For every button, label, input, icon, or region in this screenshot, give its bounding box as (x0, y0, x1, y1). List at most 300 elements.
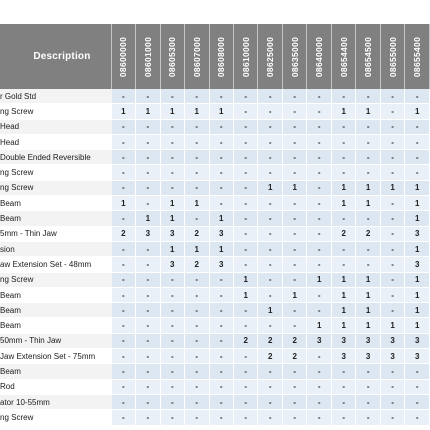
quantity-cell: - (381, 227, 405, 242)
quantity-cell: - (112, 349, 136, 364)
row-description: Beam (0, 321, 21, 331)
quantity-cell: 1 (258, 181, 282, 196)
quantity-cell: - (381, 273, 405, 288)
column-header-code (185, 24, 209, 89)
row-description-cell (0, 120, 112, 135)
quantity-cell: 1 (356, 104, 380, 119)
quantity-cell: - (258, 104, 282, 119)
row-description-cell (0, 211, 112, 226)
quantity-cell: - (307, 242, 331, 257)
quantity-cell: - (185, 410, 209, 425)
quantity-cell: - (283, 211, 307, 226)
table-row (0, 196, 430, 211)
parts-compatibility-table (0, 24, 430, 426)
quantity-cell: - (356, 395, 380, 410)
quantity-cell: - (136, 257, 160, 272)
quantity-cell: 3 (405, 349, 430, 364)
table-row (0, 135, 430, 150)
quantity-cell: - (356, 150, 380, 165)
quantity-cell: - (283, 380, 307, 395)
quantity-cell: 3 (356, 349, 380, 364)
quantity-cell: - (405, 364, 430, 379)
quantity-cell: - (381, 380, 405, 395)
quantity-cell: 1 (283, 288, 307, 303)
row-description: Double Ended Reversible (0, 152, 91, 162)
table-row (0, 364, 430, 379)
quantity-cell: - (307, 257, 331, 272)
quantity-cell: - (210, 273, 234, 288)
row-description: Beam (0, 366, 21, 376)
row-description-cell (0, 303, 112, 318)
row-description: ng Screw (0, 183, 34, 193)
column-header-code (381, 24, 405, 89)
quantity-cell: - (161, 273, 185, 288)
quantity-cell: - (161, 303, 185, 318)
quantity-cell: 1 (356, 181, 380, 196)
quantity-cell: 1 (332, 303, 356, 318)
quantity-cell: - (185, 318, 209, 333)
quantity-cell: - (405, 150, 430, 165)
quantity-cell: - (185, 165, 209, 180)
quantity-cell: - (234, 150, 258, 165)
quantity-cell: - (381, 288, 405, 303)
quantity-cell: - (381, 303, 405, 318)
quantity-cell: - (210, 349, 234, 364)
quantity-cell: - (210, 181, 234, 196)
quantity-cell: - (185, 380, 209, 395)
quantity-cell: - (332, 135, 356, 150)
quantity-cell: - (136, 120, 160, 135)
quantity-cell: - (381, 196, 405, 211)
quantity-cell: - (381, 150, 405, 165)
quantity-cell: - (234, 181, 258, 196)
quantity-cell: 1 (136, 211, 160, 226)
row-description: ng Screw (0, 412, 34, 422)
quantity-cell: - (210, 288, 234, 303)
quantity-cell: - (332, 257, 356, 272)
row-description-cell (0, 318, 112, 333)
header-row (0, 24, 430, 89)
row-description-cell (0, 380, 112, 395)
quantity-cell: - (210, 395, 234, 410)
quantity-cell: 2 (234, 334, 258, 349)
row-description: Beam (0, 305, 21, 315)
quantity-cell: - (307, 303, 331, 318)
quantity-cell: 1 (332, 196, 356, 211)
quantity-cell: - (307, 380, 331, 395)
row-description-cell (0, 89, 112, 104)
table-body (0, 89, 430, 426)
quantity-cell: 3 (210, 227, 234, 242)
table-row (0, 318, 430, 333)
quantity-cell: - (356, 120, 380, 135)
quantity-cell: - (307, 349, 331, 364)
quantity-cell: - (112, 334, 136, 349)
quantity-cell: - (161, 165, 185, 180)
quantity-cell: - (234, 104, 258, 119)
quantity-cell: - (356, 242, 380, 257)
quantity-cell: 1 (258, 303, 282, 318)
quantity-cell: - (136, 380, 160, 395)
quantity-cell: - (405, 120, 430, 135)
quantity-cell: 1 (332, 273, 356, 288)
row-description: ng Screw (0, 168, 34, 178)
quantity-cell: 3 (356, 334, 380, 349)
quantity-cell: 1 (332, 104, 356, 119)
quantity-cell: - (136, 318, 160, 333)
column-code-label: 08610000 (240, 36, 251, 77)
quantity-cell: 3 (307, 334, 331, 349)
table-row (0, 150, 430, 165)
quantity-cell: - (332, 120, 356, 135)
quantity-cell: - (332, 395, 356, 410)
quantity-cell: 1 (161, 196, 185, 211)
quantity-cell: 1 (112, 104, 136, 119)
row-description-cell (0, 104, 112, 119)
row-description-cell (0, 227, 112, 242)
quantity-cell: - (234, 196, 258, 211)
quantity-cell: - (258, 273, 282, 288)
quantity-cell: - (161, 380, 185, 395)
quantity-cell: - (307, 120, 331, 135)
quantity-cell: - (112, 165, 136, 180)
quantity-cell: - (112, 150, 136, 165)
quantity-cell: 1 (332, 181, 356, 196)
row-description: aw Extension Set - 48mm (0, 259, 92, 269)
table-row (0, 273, 430, 288)
quantity-cell: 1 (356, 318, 380, 333)
row-description-cell (0, 395, 112, 410)
quantity-cell: 1 (283, 181, 307, 196)
quantity-cell: - (161, 349, 185, 364)
quantity-cell: - (258, 380, 282, 395)
column-header-code (210, 24, 234, 89)
quantity-cell: - (405, 135, 430, 150)
quantity-cell: - (112, 380, 136, 395)
quantity-cell: - (283, 227, 307, 242)
quantity-cell: - (112, 410, 136, 425)
quantity-cell: - (356, 165, 380, 180)
quantity-cell: - (258, 288, 282, 303)
quantity-cell: - (112, 288, 136, 303)
quantity-cell: - (283, 364, 307, 379)
row-description-cell (0, 242, 112, 257)
quantity-cell: - (161, 181, 185, 196)
quantity-cell: - (405, 395, 430, 410)
quantity-cell: 1 (405, 181, 430, 196)
quantity-cell: - (161, 318, 185, 333)
quantity-cell: - (356, 135, 380, 150)
quantity-cell: - (136, 181, 160, 196)
column-header-code (112, 24, 136, 89)
row-description: ng Screw (0, 106, 34, 116)
quantity-cell: - (307, 288, 331, 303)
quantity-cell: 1 (356, 273, 380, 288)
quantity-cell: - (283, 89, 307, 104)
row-description: sion (0, 244, 15, 254)
quantity-cell: - (356, 380, 380, 395)
quantity-cell: - (234, 410, 258, 425)
table-row (0, 104, 430, 119)
quantity-cell: - (112, 303, 136, 318)
quantity-cell: - (356, 364, 380, 379)
quantity-cell: 1 (185, 104, 209, 119)
quantity-cell: - (307, 150, 331, 165)
quantity-cell: - (234, 318, 258, 333)
quantity-cell: - (185, 181, 209, 196)
quantity-cell: - (234, 135, 258, 150)
column-header-code (332, 24, 356, 89)
quantity-cell: - (210, 364, 234, 379)
quantity-cell: - (161, 89, 185, 104)
quantity-cell: - (381, 395, 405, 410)
column-code-label: 08654500 (363, 36, 374, 77)
quantity-cell: 3 (136, 227, 160, 242)
quantity-cell: - (283, 104, 307, 119)
quantity-cell: - (307, 227, 331, 242)
quantity-cell: - (332, 165, 356, 180)
quantity-cell: - (185, 150, 209, 165)
quantity-cell: - (332, 150, 356, 165)
quantity-cell: 2 (283, 334, 307, 349)
quantity-cell: - (258, 395, 282, 410)
quantity-cell: - (161, 334, 185, 349)
quantity-cell: 1 (185, 242, 209, 257)
quantity-cell: - (136, 165, 160, 180)
row-description: Beam (0, 214, 21, 224)
quantity-cell: - (161, 135, 185, 150)
quantity-cell: - (136, 288, 160, 303)
quantity-cell: - (112, 257, 136, 272)
row-description-cell (0, 257, 112, 272)
quantity-cell: 2 (283, 349, 307, 364)
quantity-cell: - (258, 211, 282, 226)
row-description-cell (0, 273, 112, 288)
quantity-cell: - (161, 120, 185, 135)
quantity-cell: 1 (356, 288, 380, 303)
quantity-cell: - (356, 211, 380, 226)
column-code-label: 08625000 (265, 36, 276, 77)
quantity-cell: - (258, 364, 282, 379)
quantity-cell: - (332, 410, 356, 425)
column-code-label: 08608000 (216, 36, 227, 77)
quantity-cell: 3 (332, 349, 356, 364)
quantity-cell: 3 (405, 257, 430, 272)
quantity-cell: 1 (405, 242, 430, 257)
quantity-cell: - (112, 364, 136, 379)
quantity-cell: - (307, 364, 331, 379)
quantity-cell: - (136, 150, 160, 165)
quantity-cell: 3 (210, 257, 234, 272)
quantity-cell: - (381, 135, 405, 150)
quantity-cell: - (161, 288, 185, 303)
quantity-cell: 1 (112, 196, 136, 211)
quantity-cell: - (210, 165, 234, 180)
table-row (0, 334, 430, 349)
table-row (0, 165, 430, 180)
column-header-code (405, 24, 430, 89)
quantity-cell: - (161, 410, 185, 425)
quantity-cell: - (381, 242, 405, 257)
quantity-cell: 1 (405, 318, 430, 333)
quantity-cell: - (234, 242, 258, 257)
table-row (0, 120, 430, 135)
row-description-cell (0, 165, 112, 180)
quantity-cell: 2 (185, 227, 209, 242)
quantity-cell: - (136, 410, 160, 425)
quantity-cell: - (258, 227, 282, 242)
quantity-cell: 1 (405, 211, 430, 226)
quantity-cell: - (210, 120, 234, 135)
column-header-code (356, 24, 380, 89)
row-description-cell (0, 288, 112, 303)
quantity-cell: - (381, 104, 405, 119)
table-row (0, 410, 430, 425)
quantity-cell: - (210, 196, 234, 211)
quantity-cell: - (161, 150, 185, 165)
quantity-cell: - (112, 135, 136, 150)
quantity-cell: - (307, 196, 331, 211)
quantity-cell: - (258, 410, 282, 425)
quantity-cell: - (210, 410, 234, 425)
quantity-cell: 3 (161, 227, 185, 242)
row-description: Head (0, 122, 20, 132)
quantity-cell: - (112, 273, 136, 288)
column-code-label: 08654400 (338, 36, 349, 77)
quantity-cell: 1 (210, 211, 234, 226)
table-row (0, 242, 430, 257)
quantity-cell: - (405, 89, 430, 104)
table-row (0, 380, 430, 395)
quantity-cell: - (283, 410, 307, 425)
column-code-label: 08601000 (142, 36, 153, 77)
quantity-cell: 3 (381, 349, 405, 364)
quantity-cell: - (185, 395, 209, 410)
quantity-cell: - (210, 135, 234, 150)
quantity-cell: - (332, 211, 356, 226)
quantity-cell: - (112, 181, 136, 196)
quantity-cell: - (234, 364, 258, 379)
description-header: Description (0, 24, 112, 89)
column-code-label: 08655400 (412, 36, 423, 77)
table-row (0, 257, 430, 272)
quantity-cell: - (307, 135, 331, 150)
quantity-cell: - (210, 318, 234, 333)
quantity-cell: - (381, 364, 405, 379)
column-code-label: 08655000 (387, 36, 398, 77)
row-description-cell (0, 196, 112, 211)
column-header-code (161, 24, 185, 89)
quantity-cell: 1 (381, 318, 405, 333)
quantity-cell: 1 (234, 273, 258, 288)
quantity-cell: - (356, 410, 380, 425)
quantity-cell: - (185, 364, 209, 379)
row-description-cell (0, 181, 112, 196)
quantity-cell: - (210, 334, 234, 349)
quantity-cell: 2 (258, 334, 282, 349)
quantity-cell: - (234, 380, 258, 395)
quantity-cell: - (210, 89, 234, 104)
quantity-cell: - (136, 273, 160, 288)
column-code-label: 08635000 (289, 36, 300, 77)
quantity-cell: - (136, 242, 160, 257)
row-description: Head (0, 137, 20, 147)
quantity-cell: - (185, 349, 209, 364)
row-description-cell (0, 135, 112, 150)
quantity-cell: 1 (307, 273, 331, 288)
quantity-cell: - (136, 196, 160, 211)
quantity-cell: - (283, 242, 307, 257)
quantity-cell: - (307, 89, 331, 104)
quantity-cell: - (307, 104, 331, 119)
quantity-cell: - (136, 135, 160, 150)
quantity-cell: 1 (307, 318, 331, 333)
row-description: Jaw Extension Set - 75mm (0, 351, 96, 361)
quantity-cell: - (185, 135, 209, 150)
quantity-cell: 2 (112, 227, 136, 242)
quantity-cell: 3 (405, 227, 430, 242)
quantity-cell: - (405, 165, 430, 180)
quantity-cell: - (136, 349, 160, 364)
column-header-code (136, 24, 160, 89)
quantity-cell: - (307, 181, 331, 196)
quantity-cell: - (405, 410, 430, 425)
column-header-code (307, 24, 331, 89)
quantity-cell: - (405, 380, 430, 395)
quantity-cell: - (234, 165, 258, 180)
row-description-cell (0, 364, 112, 379)
quantity-cell: - (381, 165, 405, 180)
row-description: Rod (0, 382, 15, 392)
quantity-cell: - (381, 211, 405, 226)
quantity-cell: 3 (405, 334, 430, 349)
column-code-label: 08607000 (191, 36, 202, 77)
quantity-cell: - (234, 303, 258, 318)
quantity-cell: - (185, 334, 209, 349)
quantity-cell: - (185, 273, 209, 288)
column-code-label: 08605300 (167, 36, 178, 77)
quantity-cell: - (185, 211, 209, 226)
row-description: ng Screw (0, 275, 34, 285)
quantity-cell: 1 (356, 196, 380, 211)
quantity-cell: - (307, 165, 331, 180)
quantity-cell: - (307, 410, 331, 425)
table-row (0, 303, 430, 318)
quantity-cell: 3 (381, 334, 405, 349)
column-header-code (234, 24, 258, 89)
quantity-cell: - (136, 364, 160, 379)
quantity-cell: 2 (258, 349, 282, 364)
column-code-label: 08640000 (314, 36, 325, 77)
quantity-cell: - (136, 334, 160, 349)
row-description-cell (0, 349, 112, 364)
quantity-cell: - (381, 410, 405, 425)
quantity-cell: 1 (161, 242, 185, 257)
quantity-cell: - (210, 380, 234, 395)
quantity-cell: - (381, 257, 405, 272)
quantity-cell: 3 (332, 334, 356, 349)
quantity-cell: - (136, 89, 160, 104)
quantity-cell: - (234, 257, 258, 272)
quantity-cell: - (234, 349, 258, 364)
quantity-cell: - (258, 165, 282, 180)
table-row (0, 395, 430, 410)
quantity-cell: 1 (405, 303, 430, 318)
row-description: 50mm - Thin Jaw (0, 336, 62, 346)
quantity-cell: - (234, 89, 258, 104)
row-description: 5mm - Thin Jaw (0, 229, 57, 239)
quantity-cell: - (356, 89, 380, 104)
